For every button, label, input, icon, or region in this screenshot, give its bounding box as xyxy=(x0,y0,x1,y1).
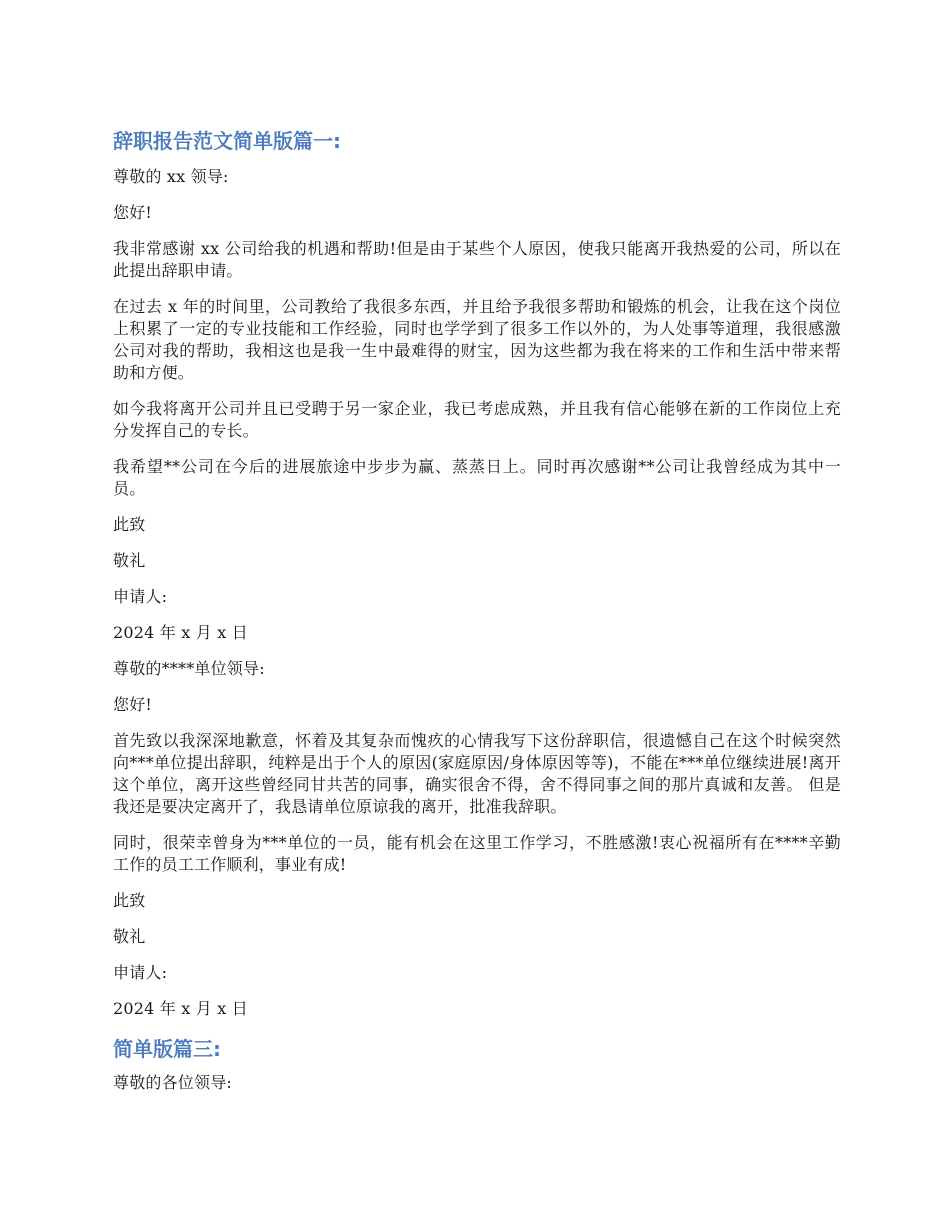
closing-line: 敬礼 xyxy=(113,551,146,570)
closing-line: 此致 xyxy=(113,891,146,910)
salutation: 尊敬的各位领导: xyxy=(113,1073,232,1092)
paragraph: 如今我将离开公司并且已受聘于另一家企业，我已考虑成熟，并且我有信心能够在新的工作岗位上充分发挥自己的专长。 xyxy=(113,399,841,440)
section-heading-3: 简单版篇三: xyxy=(113,1037,221,1061)
section-heading-1: 辞职报告范文简单版篇一: xyxy=(113,129,341,153)
closing-line: 此致 xyxy=(113,515,146,534)
document-page xyxy=(113,126,841,1108)
date-line: 2024 年 x 月 x 日 xyxy=(113,999,248,1018)
paragraph: 我希望**公司在今后的进展旅途中步步为赢、蒸蒸日上。同时再次感谢**公司让我曾经成为其中一员。 xyxy=(113,457,841,498)
applicant-line: 申请人: xyxy=(113,587,168,606)
date-line: 2024 年 x 月 x 日 xyxy=(113,623,248,642)
paragraph: 在过去 x 年的时间里，公司教给了我很多东西，并且给予我很多帮助和锻炼的机会，让我在这个岗位上积累了一定的专业技能和工作经验，同时也学学到了很多工作以外的，为人处事等道理，我很感激公司对我的帮助，我相这也是我一生中最难得的财宝，因为这些都为我在将来的工作和生活中带来帮助和方便。 xyxy=(113,297,841,382)
paragraph: 我非常感谢 xx 公司给我的机遇和帮助!但是由于某些个人原因，使我只能离开我热爱的公司，所以在此提出辞职申请。 xyxy=(113,239,841,280)
greeting: 您好! xyxy=(113,695,153,714)
salutation: 尊敬的****单位领导: xyxy=(113,659,265,678)
greeting: 您好! xyxy=(113,203,153,222)
salutation: 尊敬的 xx 领导: xyxy=(113,167,229,186)
paragraph: 同时，很荣幸曾身为***单位的一员，能有机会在这里工作学习，不胜感激!衷心祝福所有在****辛勤工作的员工工作顺利，事业有成! xyxy=(113,833,841,874)
paragraph: 首先致以我深深地歉意，怀着及其复杂而愧疚的心情我写下这份辞职信，很遗憾自己在这个时候突然向***单位提出辞职，纯粹是出于个人的原因(家庭原因/身体原因等等)，不能在***单位继续进展!离开这个单位，离开这些曾经同甘共苦的同事，确实很舍不得，舍不得同事之间的那片真诚和友善。 但是我还是要决定离开了，我恳请单位原谅我的离开，批准我辞职。 xyxy=(113,731,841,816)
closing-line: 敬礼 xyxy=(113,927,146,946)
applicant-line: 申请人: xyxy=(113,963,168,982)
